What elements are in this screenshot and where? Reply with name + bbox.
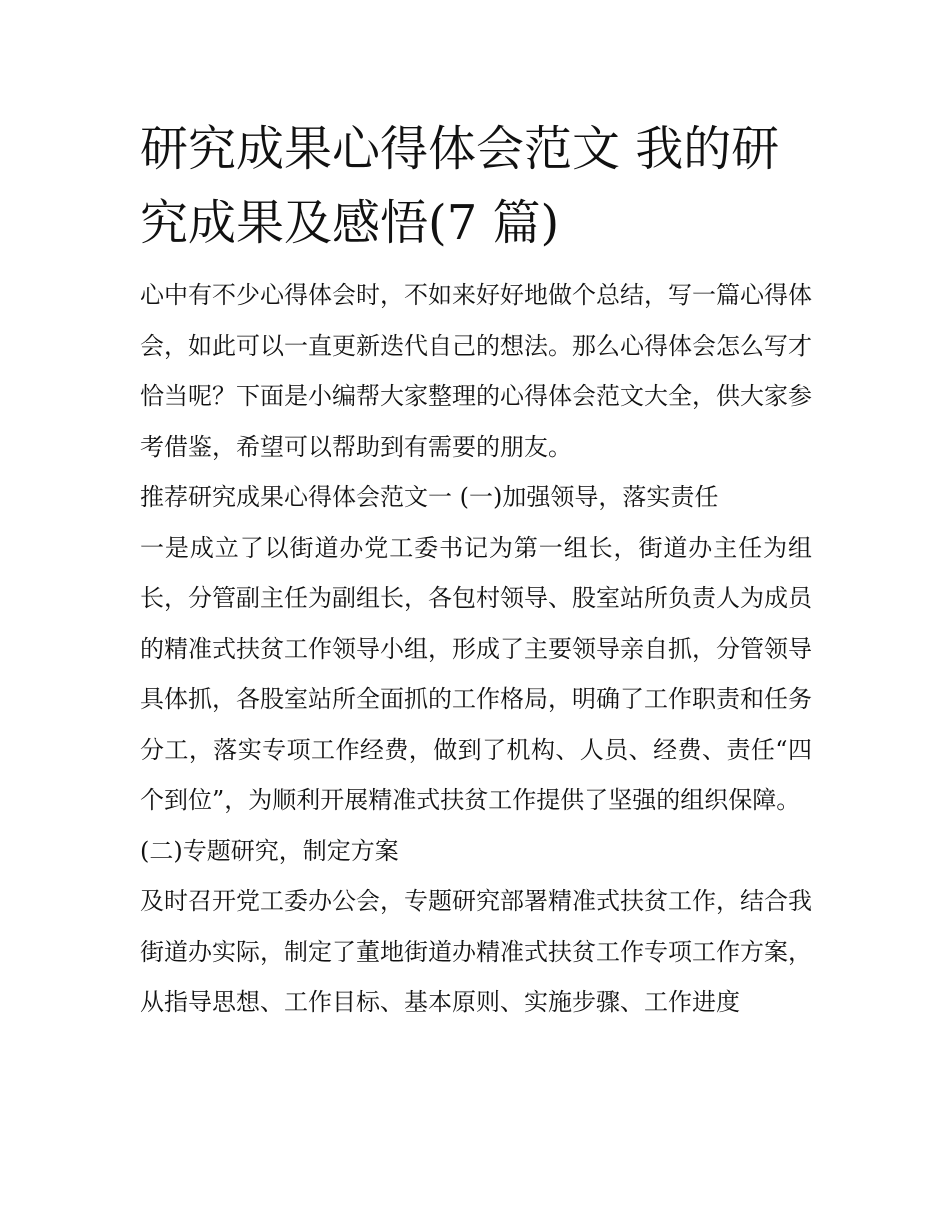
document-body (140, 270, 812, 1028)
body-paragraph: 一是成立了以街道办党工委书记为第一组长，街道办主任为组长，分管副主任为副组长，各包村领导、股室站所负责人为成员的精准式扶贫工作领导小组，形成了主要领导亲自抓，分管领导具体抓，各股室站所全面抓的工作格局，明确了工作职责和任务分工，落实专项工作经费，做到了机构、人员、经费、责任“四个到位”，为顺利开展精准式扶贫工作提供了坚强的组织保障。 (140, 533, 812, 814)
section-heading-one: 推荐研究成果心得体会范文一 (一)加强领导，落实责任 (140, 483, 719, 511)
section-heading-two: (二)专题研究，制定方案 (140, 836, 399, 865)
intro-paragraph: 心中有不少心得体会时，不如来好好地做个总结，写一篇心得体会，如此可以一直更新迭代自己的想法。那么心得体会怎么写才恰当呢？下面是小编帮大家整理的心得体会范文大全，供大家参考借鉴，希望可以帮助到有需要的朋友。 (140, 281, 812, 461)
document-title: 研究成果心得体会范文 我的研究成果及感悟(7 篇) (140, 121, 780, 251)
document-page (140, 112, 812, 1028)
body-paragraph-continued: 及时召开党工委办公会，专题研究部署精准式扶贫工作，结合我街道办实际，制定了董地街道办精准式扶贫工作专项工作方案，从指导思想、工作目标、基本原则、实施步骤、工作进度 (140, 887, 812, 1016)
